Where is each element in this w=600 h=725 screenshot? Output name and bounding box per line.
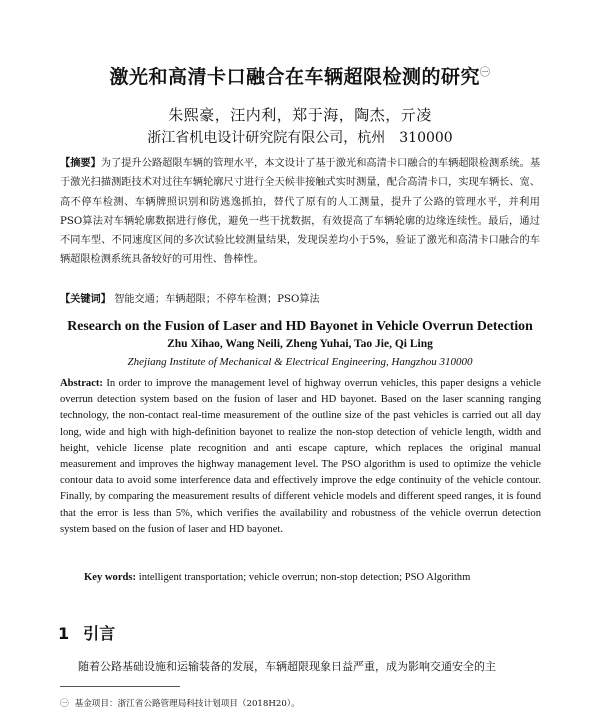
section-number: 1 xyxy=(58,624,70,643)
footnote-divider xyxy=(60,686,180,687)
abstract-cn-label: 【摘要】 xyxy=(60,157,101,169)
section-heading xyxy=(58,621,115,644)
footnote xyxy=(60,697,540,709)
keywords-en-text: intelligent transportation; vehicle overrun; non-stop detection; PSO Algorithm xyxy=(138,572,471,583)
affiliation-en: Zhejiang Institute of Mechanical & Electrical Engineering, Hangzhou 310000 xyxy=(127,356,473,368)
footnote-mark-icon: ㊀ xyxy=(480,67,491,79)
abstract-en-text: In order to improve the management level of highway overrun vehicles, this paper designs a vehicle overrun detection system based on the fusion of laser and HD bayonet. Based on the laser scanning ranging technology, the non-contact real-time measurement of the outline size of the past vehicles is carried out all day long, wide and high with high-definition bayonet to realize the non-stop detection of vehicle length, width and height, vehicle license plate recognition and anti escape capture, which replaces the original manual measurement and improves the highway management level. The PSO algorithm is used to optimize the vehicle contour data to avoid some interference data and effectively improve the edge continuity of the vehicle contour. Finally, by comparing the measurement results of different vehicle models and different speed ranges, it is found that the error is less than 5%, which verifies the availability and robustness of the vehicle overrun detection system based on the fusion of laser and HD bayonet. xyxy=(60,378,541,535)
paper-title-en: Research on the Fusion of Laser and HD Bayonet in Vehicle Overrun Detection xyxy=(67,318,533,333)
abstract-en-label: Abstract: xyxy=(60,378,103,389)
footnote-text: 基金项目：浙江省公路管理局科技计划项目（2018H20）。 xyxy=(74,699,300,709)
abstract-en xyxy=(60,376,541,538)
paper-title-cn xyxy=(0,62,600,89)
authors-en: Zhu Xihao, Wang Neili, Zheng Yuhai, Tao Jie, Qi Ling xyxy=(167,338,433,350)
section-title: 引言 xyxy=(83,624,116,643)
affiliation-cn: 浙江省机电设计研究院有限公司，杭州 310000 xyxy=(147,130,453,146)
footnote-mark-icon: ㊀ xyxy=(60,699,69,709)
title-cn-text: 激光和高清卡口融合在车辆超限检测的研究 xyxy=(109,66,480,88)
abstract-cn xyxy=(60,154,540,270)
keywords-cn xyxy=(60,290,540,305)
keywords-en-label: Key words: xyxy=(84,572,137,583)
keywords-cn-text: 智能交通；车辆超限；不停车检测；PSO算法 xyxy=(114,294,320,305)
keywords-cn-label: 【关键词】 xyxy=(60,293,111,305)
keywords-en xyxy=(84,572,544,583)
body-paragraph: 随着公路基础设施和运输装备的发展，车辆超限现象日益严重，成为影响交通安全的主 xyxy=(78,660,496,673)
abstract-cn-text: 为了提升公路超限车辆的管理水平，本文设计了基于激光和高清卡口融合的车辆超限检测系统。基于激光扫描测距技术对过往车辆轮廓尺寸进行全天候非接触式实时测量，配合高清卡口，实现车辆长、宽、高不停车检测、车辆牌照识别和防逃逸抓拍，替代了原有的人工测量，提升了公路的管理水平，并利用PSO算法对车辆轮廓数据进行修优，避免一些干扰数据，有效提高了车辆轮廓的边缘连续性。最后，通过不同车型、不同速度区间的多次试验比较测量结果，发现误差均小于5%，验证了激光和高清卡口融合的车辆超限检测系统具备较好的可用性、鲁棒性。 xyxy=(60,158,541,266)
authors-cn: 朱熙豪，汪内利，郑于海，陶杰，亓凌 xyxy=(168,106,432,124)
